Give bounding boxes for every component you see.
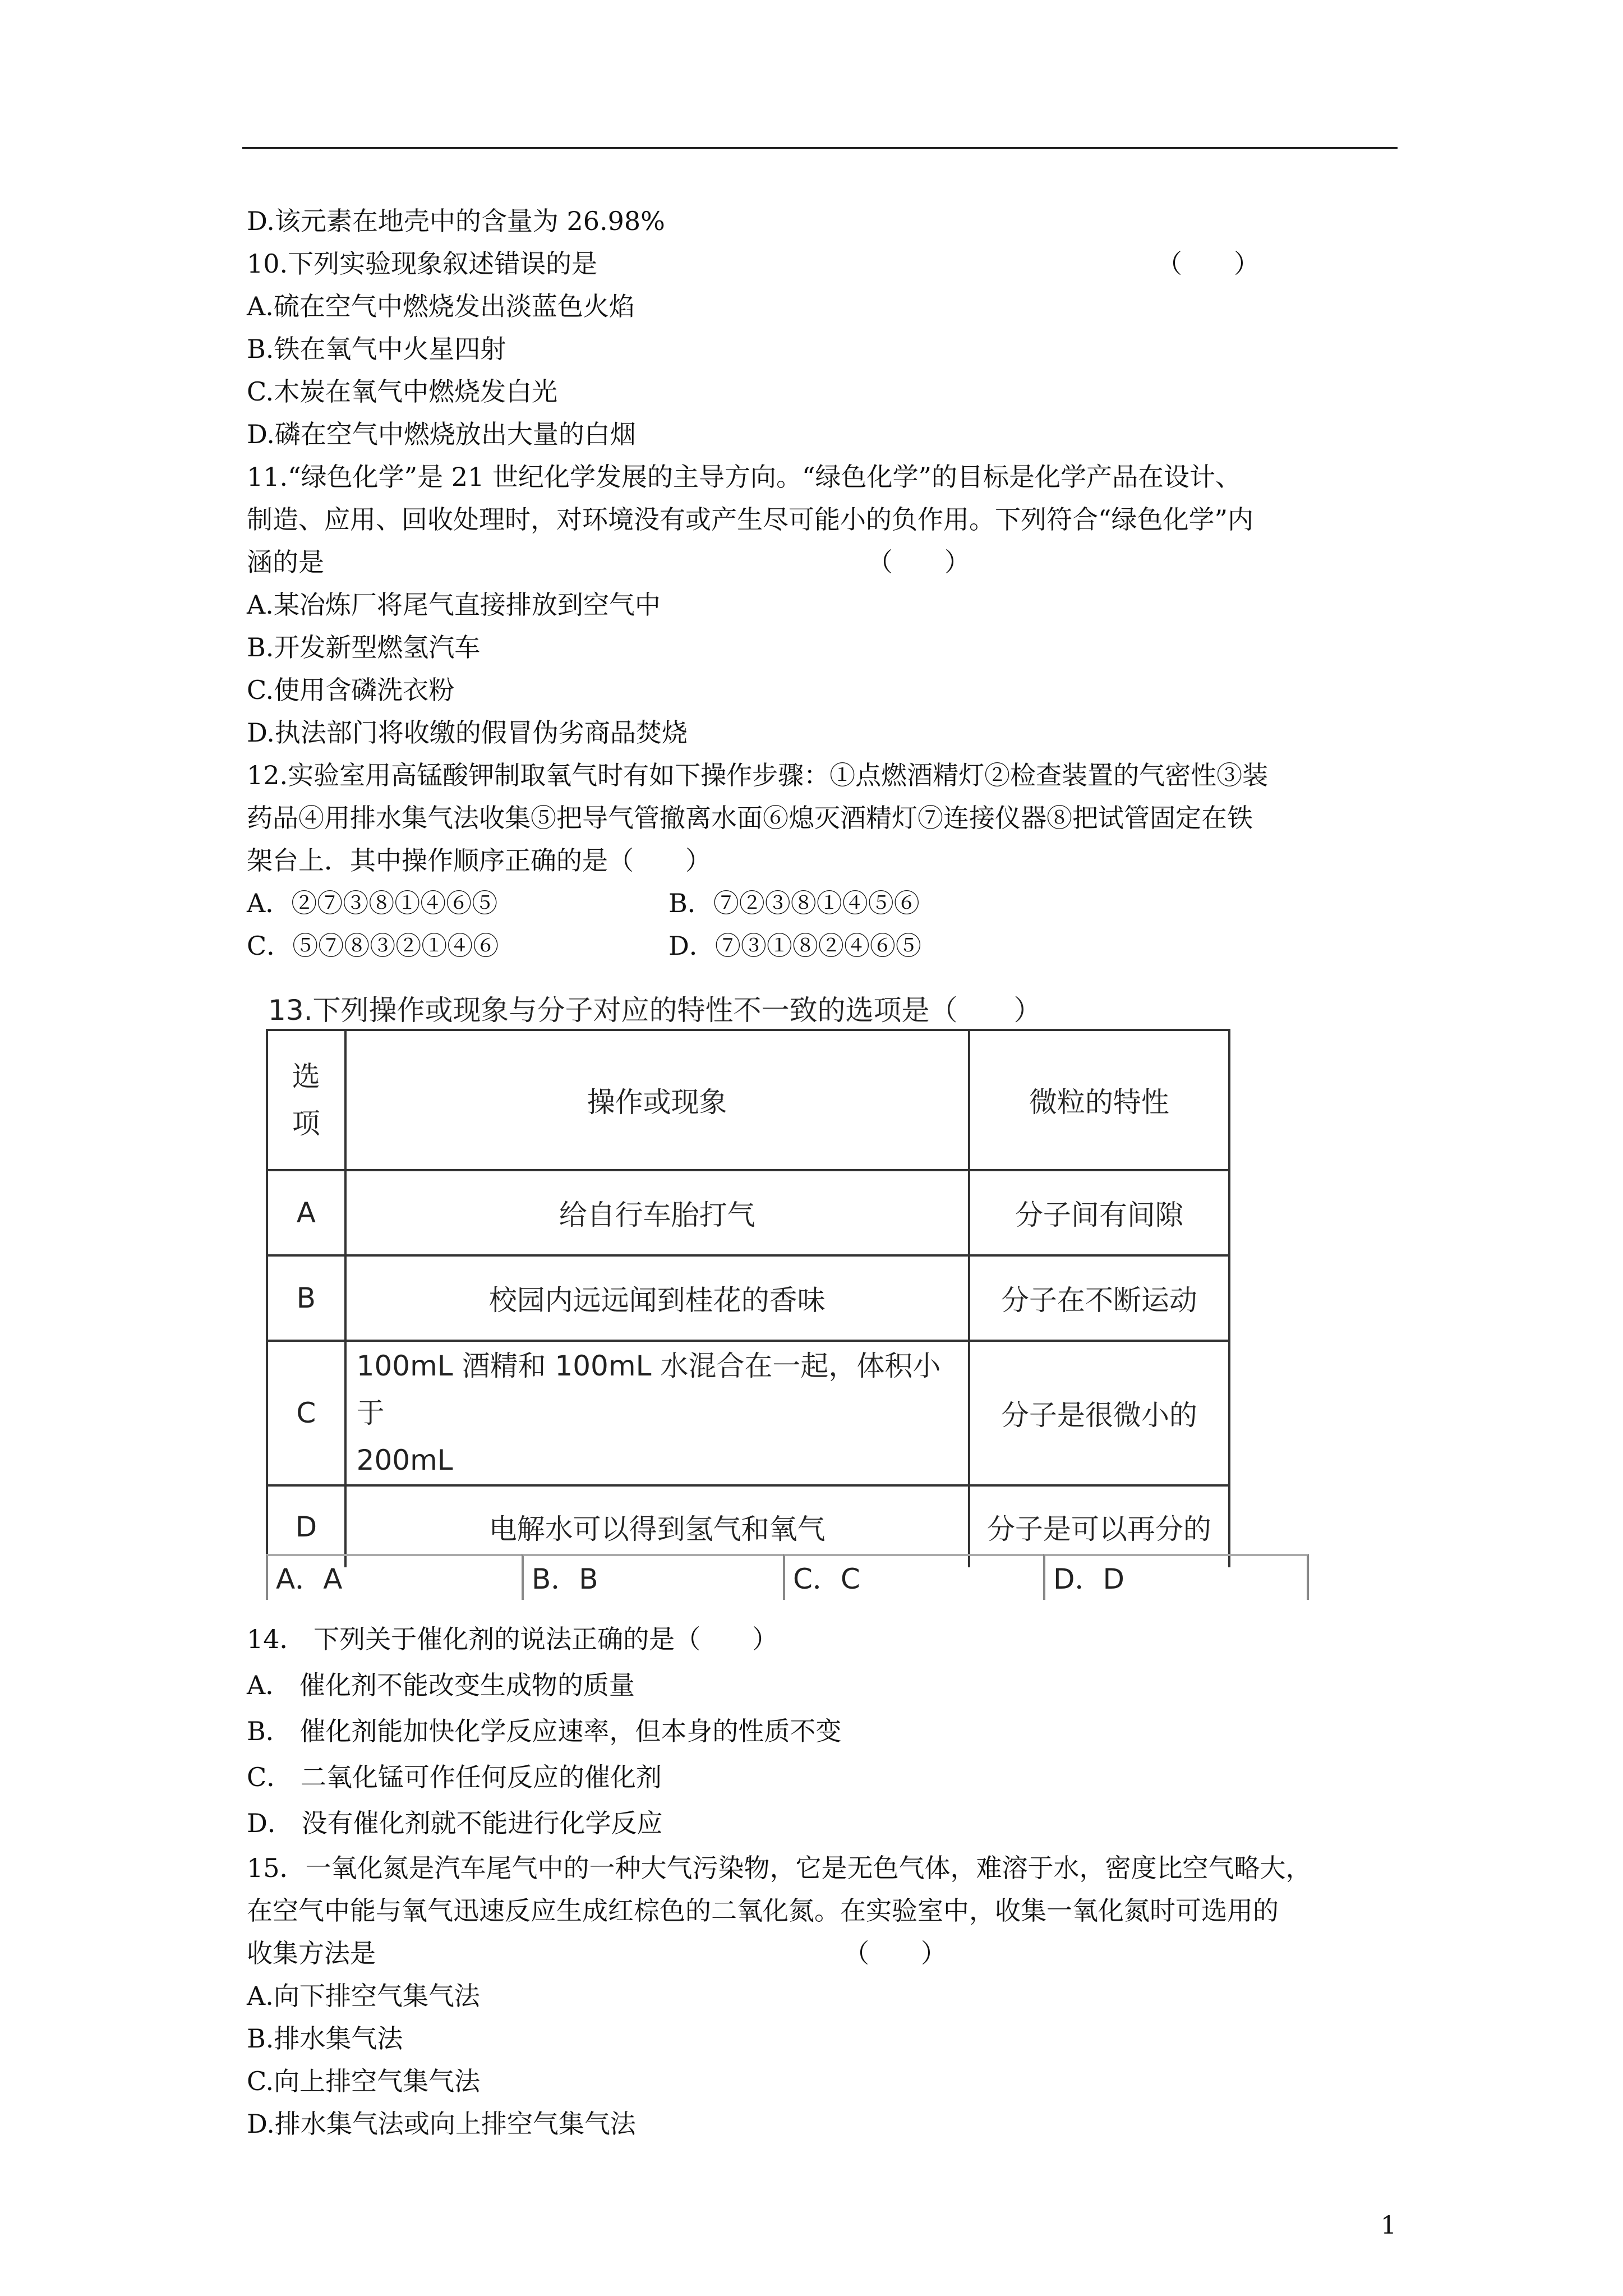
q11-option-d: D.执法部门将收缴的假冒伪劣商品焚烧: [247, 717, 688, 748]
q12-option-c: C．⑤⑦⑧③②①④⑥: [247, 931, 499, 961]
q12-option-a: A．②⑦③⑧①④⑥⑤: [247, 888, 498, 918]
q10-option-c: C.木炭在氧气中燃烧发白光: [247, 376, 558, 407]
table-cell: A: [267, 1170, 345, 1255]
table-header-row: [267, 1030, 1229, 1170]
q15-option-b: B.排水集气法: [247, 2023, 403, 2054]
q15-stem-line-1: 15．一氧化氮是汽车尾气中的一种大气污染物，它是无色气体，难溶于水，密度比空气略大，: [247, 1853, 1312, 1883]
q15-answer-blank: （ ）: [843, 1938, 947, 1968]
table-row: [267, 1170, 1229, 1255]
q10-option-d: D.磷在空气中燃烧放出大量的白烟: [247, 419, 636, 449]
q13-option-d: D．D: [1043, 1554, 1309, 1600]
table-cell: 100mL 酒精和 100mL 水混合在一起，体积小于 200mL: [345, 1341, 969, 1485]
q15-option-a: A.向下排空气集气法: [247, 1981, 480, 2011]
table-header-cell: 选 项: [267, 1030, 345, 1170]
q13-option-c: C．C: [783, 1554, 1043, 1600]
q14-option-b: B． 催化剂能加快化学反应速率，但本身的性质不变: [247, 1716, 842, 1746]
q10-option-a: A.硫在空气中燃烧发出淡蓝色火焰: [247, 291, 635, 321]
q13-table: [266, 1029, 1230, 1567]
table-cell: D: [267, 1485, 345, 1567]
table-cell: 分子是可以再分的: [969, 1485, 1229, 1567]
q13-options: [266, 1554, 1309, 1600]
q11-stem-line-3: 涵的是: [247, 547, 324, 577]
table-cell: 分子间有间隙: [969, 1170, 1229, 1255]
q9-option-d: D.该元素在地壳中的含量为 26.98%: [247, 206, 665, 236]
page-number: 1: [1381, 2211, 1396, 2240]
q11-stem-line-2: 制造、应用、回收处理时，对环境没有或产生尽可能小的负作用。下列符合“绿色化学”内: [247, 504, 1254, 535]
q11-answer-blank: （ ）: [867, 547, 970, 577]
q11-option-c: C.使用含磷洗衣粉: [247, 675, 455, 705]
table-cell: 分子在不断运动: [969, 1255, 1229, 1341]
q14-option-d: D． 没有催化剂就不能进行化学反应: [247, 1808, 663, 1838]
q11-stem-line-1: 11.“绿色化学”是 21 世纪化学发展的主导方向。“绿色化学”的目标是化学产品在设计、: [247, 462, 1241, 492]
q10-answer-blank: （ ）: [1156, 249, 1260, 279]
q14-option-c: C． 二氧化锰可作任何反应的催化剂: [247, 1762, 662, 1792]
q15-stem-line-2: 在空气中能与氧气迅速反应生成红棕色的二氧化氮。在实验室中，收集一氧化氮时可选用的: [247, 1895, 1279, 1926]
table-row: [267, 1255, 1229, 1341]
q14-stem: 14． 下列关于催化剂的说法正确的是（ ）: [247, 1624, 778, 1654]
table-cell: 分子是很微小的: [969, 1341, 1229, 1485]
q10-option-b: B.铁在氧气中火星四射: [247, 334, 506, 364]
q12-stem-line-3: 架台上．其中操作顺序正确的是（ ）: [247, 845, 711, 876]
table-cell: 给自行车胎打气: [345, 1170, 969, 1255]
q10-stem: 10.下列实验现象叙述错误的是: [247, 249, 598, 279]
table-header-cell: 微粒的特性: [969, 1030, 1229, 1170]
header-rule: [242, 147, 1398, 149]
table-cell: C: [267, 1341, 345, 1485]
q11-option-b: B.开发新型燃氢汽车: [247, 632, 481, 662]
q12-stem-line-1: 12.实验室用高锰酸钾制取氧气时有如下操作步骤：①点燃酒精灯②检查装置的气密性③装: [247, 760, 1269, 790]
table-header-cell: 操作或现象: [345, 1030, 969, 1170]
q12-stem-line-2: 药品④用排水集气法收集⑤把导气管撤离水面⑥熄灭酒精灯⑦连接仪器⑧把试管固定在铁: [247, 803, 1253, 833]
table-cell: 电解水可以得到氢气和氧气: [345, 1485, 969, 1567]
table-cell: B: [267, 1255, 345, 1341]
table-row: [267, 1341, 1229, 1485]
table-cell: 校园内远远闻到桂花的香味: [345, 1255, 969, 1341]
q15-option-d: D.排水集气法或向上排空气集气法: [247, 2109, 636, 2139]
q12-option-b: B．⑦②③⑧①④⑤⑥: [668, 888, 920, 918]
q15-stem-line-3: 收集方法是: [247, 1938, 376, 1968]
q11-option-a: A.某冶炼厂将尾气直接排放到空气中: [247, 590, 661, 620]
q13-option-a: A．A: [266, 1554, 522, 1600]
q13-option-b: B．B: [522, 1554, 783, 1600]
q12-option-d: D．⑦③①⑧②④⑥⑤: [668, 931, 921, 961]
q15-option-c: C.向上排空气集气法: [247, 2066, 481, 2096]
q14-option-a: A． 催化剂不能改变生成物的质量: [247, 1670, 635, 1700]
q13-stem: 13.下列操作或现象与分子对应的特性不一致的选项是（ ）: [268, 994, 1042, 1027]
